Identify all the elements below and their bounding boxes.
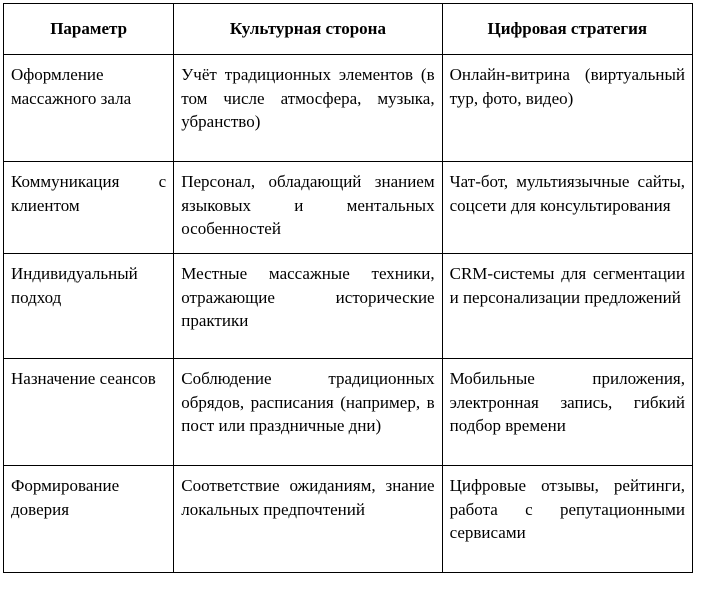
header-digital-strategy: Цифровая стратегия <box>442 4 692 55</box>
header-parameter: Параметр <box>4 4 174 55</box>
cultural-cell: Соблюдение традиционных обрядов, расписания (например, в пост или праздничные дни) <box>174 359 442 466</box>
parameter-cell: Формирование доверия <box>4 466 174 573</box>
parameter-cell: Назначение сеансов <box>4 359 174 466</box>
cultural-cell: Учёт традиционных элементов (в том числе атмосфера, музыка, убранство) <box>174 55 442 162</box>
digital-cell: Онлайн-витрина (виртуальный тур, фото, видео) <box>442 55 692 162</box>
header-row <box>4 4 693 55</box>
digital-cell: Цифровые отзывы, рейтинги, работа с репутационными сервисами <box>442 466 692 573</box>
cultural-cell: Соответствие ожиданиям, знание локальных предпочтений <box>174 466 442 573</box>
parameter-cell: Оформление массажного зала <box>4 55 174 162</box>
digital-cell: Мобильные приложения, электронная запись, гибкий подбор времени <box>442 359 692 466</box>
comparison-table <box>3 3 693 573</box>
table-row <box>4 162 693 254</box>
digital-cell: CRM-системы для сегментации и персонализации предложений <box>442 254 692 359</box>
table-row <box>4 254 693 359</box>
table-row <box>4 55 693 162</box>
table-row <box>4 359 693 466</box>
parameter-cell: Коммуникация с клиентом <box>4 162 174 254</box>
cultural-cell: Местные массажные техники, отражающие исторические практики <box>174 254 442 359</box>
digital-cell: Чат-бот, мультиязычные сайты, соцсети для консультирования <box>442 162 692 254</box>
parameter-cell: Индивидуальный подход <box>4 254 174 359</box>
cultural-cell: Персонал, обладающий знанием языковых и ментальных особенностей <box>174 162 442 254</box>
header-cultural-side: Культурная сторона <box>174 4 442 55</box>
table-row <box>4 466 693 573</box>
